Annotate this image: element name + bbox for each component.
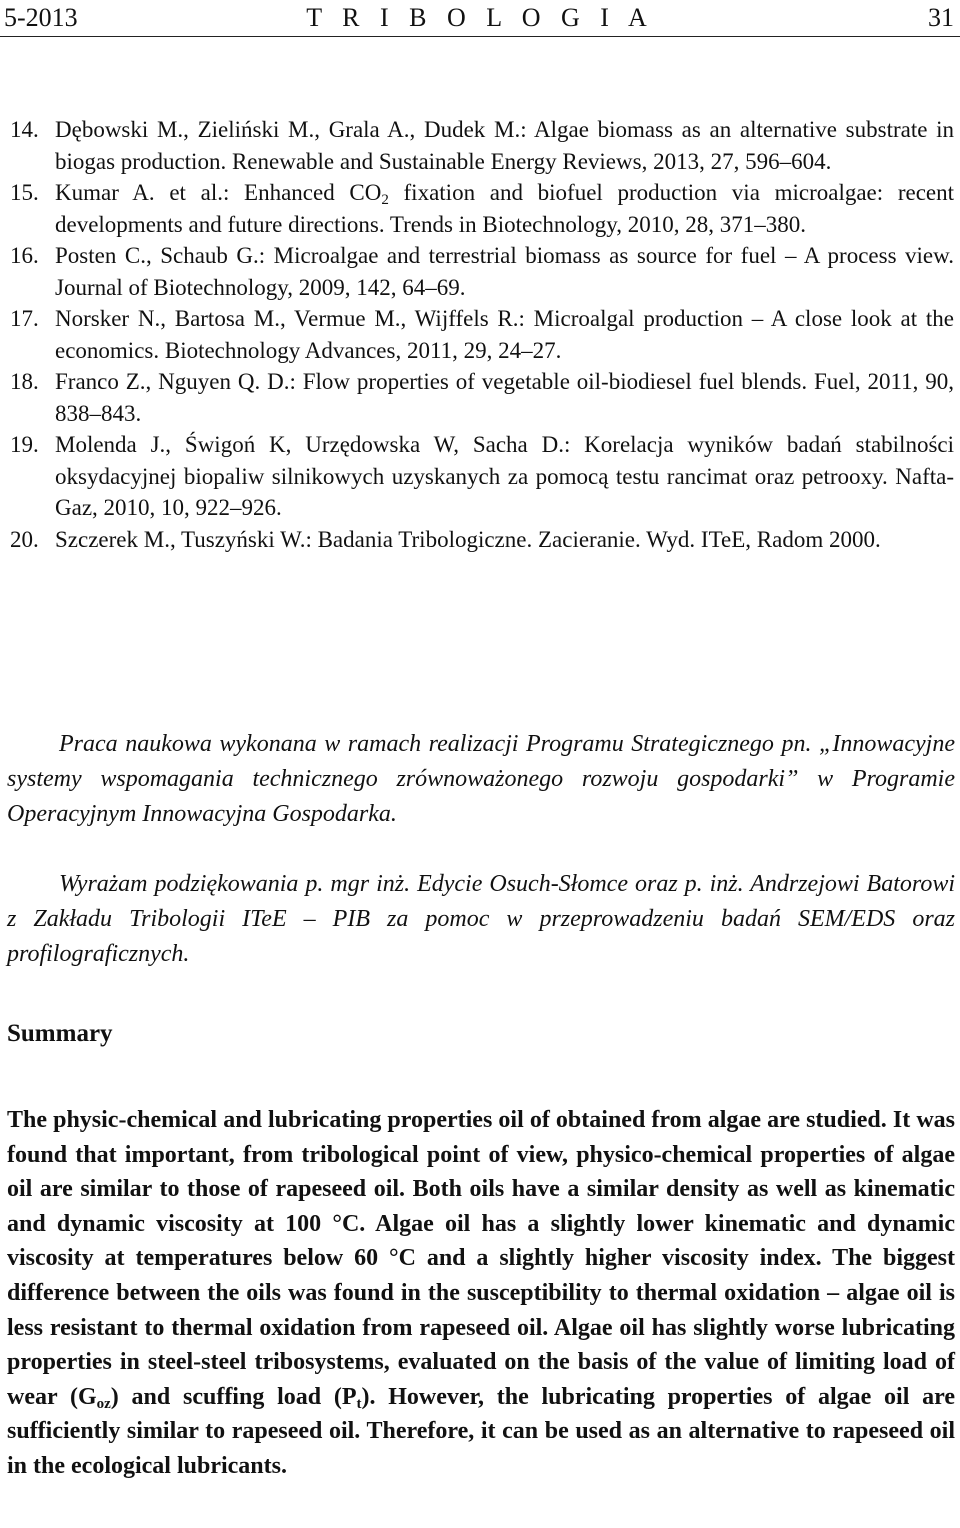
reference-number: 15. xyxy=(10,180,39,205)
header-rule xyxy=(0,36,960,37)
summary-text: The physic-chemical and lubricating properties oil of obtained from algae are studied. It was found that important, from tribological point of view, physico-chemical properties of algae oil are similar to those of rapeseed oil. Both oils have a similar density as well as kinematic and dynamic viscosity at 100 °C. Algae oil has a slightly lower kinematic and dynamic viscosity at temperatures below 60 °C and a slightly higher viscosity index. The biggest difference between the oils was found in the susceptibility to thermal oxidation – algae oil is less resistant to thermal oxidation from rapeseed oil. Algae oil has slightly worse lubricating properties in steel-steel tribosystems, evaluated on the basis of the value of limiting load of wear (G xyxy=(7,1107,955,1410)
reference-text: Dębowski M., Zieliński M., Grala A., Dudek M.: Algae biomass as an alternative substrate in biogas production. Renewable and Sustainable Energy Reviews, 2013, 27, 596–604. xyxy=(55,117,954,174)
acknowledgement-thanks: Wyrażam podziękowania p. mgr inż. Edycie Osuch-Słomce oraz p. inż. Andrzejowi Batorowi z Zakładu Tribologii ITeE – PIB za pomoc w przeprowadzeniu badań SEM/EDS oraz profilograficznych. xyxy=(7,871,955,967)
reference-text: Franco Z., Nguyen Q. D.: Flow properties of vegetable oil-biodiesel fuel blends. Fuel, 2011, 90, 838–843. xyxy=(55,369,954,426)
reference-item xyxy=(10,114,954,177)
page-number: 31 xyxy=(928,3,954,32)
subscript: t xyxy=(356,1395,362,1412)
reference-text: Norsker N., Bartosa M., Vermue M., Wijffels R.: Microalgal production – A close look at the economics. Biotechnology Advances, 2011, 29, 24–27. xyxy=(55,306,954,363)
subscript: 2 xyxy=(381,192,389,208)
reference-item xyxy=(10,429,954,524)
reference-item xyxy=(10,524,954,556)
reference-item xyxy=(10,366,954,429)
reference-number: 14. xyxy=(10,117,39,142)
reference-number: 18. xyxy=(10,369,39,394)
reference-item xyxy=(10,240,954,303)
reference-item xyxy=(10,177,954,240)
reference-list xyxy=(10,114,954,555)
summary-text: ) and scuffing load (P xyxy=(110,1383,357,1410)
reference-number: 17. xyxy=(10,306,39,331)
reference-text-part: Kumar A. et al.: Enhanced CO xyxy=(55,180,382,205)
summary-text: ). However, the lubricating properties of algae oil are sufficiently similar to rapeseed oil. Therefore, it can be used as an alternative to rapeseed oil in the ecological lubricants. xyxy=(7,1383,955,1479)
reference-text-part: fixation and biofuel production via microalgae: recent developments and future directions. Trends in Biotechnology, 2010, 28, 371–380. xyxy=(55,180,954,237)
acknowledgement-funding: Praca naukowa wykonana w ramach realizacji Programu Strategicznego pn. „Innowacyjne systemy wspomagania technicznego zrównoważonego rozwoju gospodarki” w Programie Operacyjnym Innowacyjna Gospodarka. xyxy=(7,731,955,827)
issue-number: 5-2013 xyxy=(4,3,78,32)
reference-number: 19. xyxy=(10,432,39,457)
reference-item xyxy=(10,303,954,366)
reference-text xyxy=(55,177,954,240)
reference-number: 16. xyxy=(10,243,39,268)
subscript: oz xyxy=(96,1395,111,1412)
summary-paragraph xyxy=(7,1103,955,1484)
reference-text: Posten C., Schaub G.: Microalgae and terrestrial biomass as source for fuel – A process view. Journal of Biotechnology, 2009, 142, 64–69. xyxy=(55,243,954,300)
reference-number: 20. xyxy=(10,526,39,552)
summary-heading: Summary xyxy=(7,1020,113,1047)
page-header xyxy=(0,0,960,40)
reference-text: Szczerek M., Tuszyński W.: Badania Tribologiczne. Zacieranie. Wyd. ITeE, Radom 2000. xyxy=(55,526,881,552)
journal-title: T R I B O L O G I A xyxy=(306,3,654,32)
reference-text: Molenda J., Świgoń K, Urzędowska W, Sacha D.: Korelacja wyników badań stabilności oksydacyjnej biopaliw silnikowych uzyskanych za pomocą testu rancimat oraz petrooxy. Nafta-Gaz, 2010, 10, 922–926. xyxy=(55,432,954,520)
